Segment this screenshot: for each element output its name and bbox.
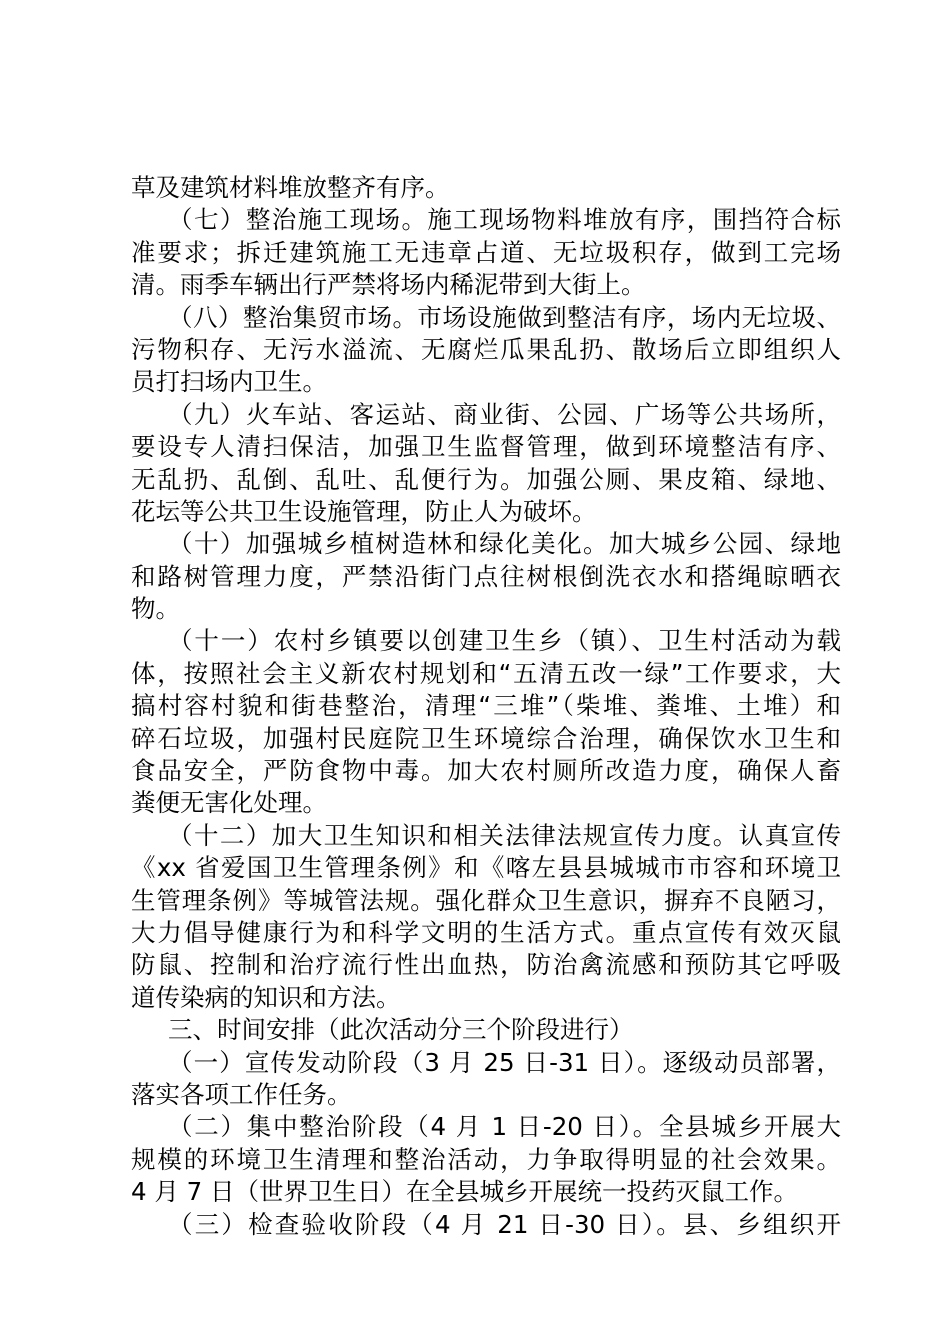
text-line: 无乱扔、乱倒、乱吐、乱便行为。加强公厕、果皮箱、绿地、 xyxy=(131,464,841,494)
text-line: 清。雨季车辆出行严禁将场内稀泥带到大街上。 xyxy=(131,270,646,300)
text-line: （一）宣传发动阶段（3 月 25 日-31 日）。逐级动员部署， xyxy=(168,1047,841,1077)
text-line: （十一）农村乡镇要以创建卫生乡（镇）、卫生村活动为载 xyxy=(168,626,841,656)
text-line: 污物积存、无污水溢流、无腐烂瓜果乱扔、散场后立即组织人 xyxy=(131,334,841,364)
text-line: （十）加强城乡植树造林和绿化美化。加大城乡公园、绿地 xyxy=(168,529,841,559)
text-line: 和路树管理力度，严禁沿街门点往树根倒洗衣水和搭绳晾晒衣 xyxy=(131,561,841,591)
text-line: （八）整治集贸市场。市场设施做到整洁有序，场内无垃圾、 xyxy=(168,302,841,332)
text-line: 搞村容村貌和街巷整治，清理“三堆”（柴堆、粪堆、土堆）和 xyxy=(131,691,841,721)
text-line: 粪便无害化处理。 xyxy=(131,788,327,818)
text-line: 防鼠、控制和治疗流行性出血热，防治禽流感和预防其它呼吸 xyxy=(131,950,841,980)
text-line: 落实各项工作任务。 xyxy=(131,1079,352,1109)
text-line: （九）火车站、客运站、商业街、公园、广场等公共场所， xyxy=(168,399,841,429)
text-line: 要设专人清扫保洁，加强卫生监督管理，做到环境整洁有序、 xyxy=(131,432,841,462)
text-line: 物。 xyxy=(131,594,180,624)
text-line: 大力倡导健康行为和科学文明的生活方式。重点宣传有效灭鼠 xyxy=(131,917,841,947)
text-line: （七）整治施工现场。施工现场物料堆放有序，围挡符合标 xyxy=(168,205,841,235)
document-body xyxy=(131,172,841,1241)
text-line: 《xx 省爱国卫生管理条例》和《喀左县县城城市市容和环境卫 xyxy=(131,853,841,883)
text-line: 三、时间安排（此次活动分三个阶段进行） xyxy=(168,1015,634,1045)
text-line: 食品安全，严防食物中毒。加大农村厕所改造力度，确保人畜 xyxy=(131,756,841,786)
text-line: 体，按照社会主义新农村规划和“五清五改一绿”工作要求，大 xyxy=(131,658,841,688)
text-line: 道传染病的知识和方法。 xyxy=(131,982,401,1012)
text-line: （三）检查验收阶段（4 月 21 日-30 日）。县、乡组织开 xyxy=(168,1209,841,1239)
text-line: 花坛等公共卫生设施管理，防止人为破坏。 xyxy=(131,496,597,526)
text-line: 生管理条例》等城管法规。强化群众卫生意识，摒弃不良陋习， xyxy=(131,885,841,915)
text-line: 准要求；拆迁建筑施工无违章占道、无垃圾积存，做到工完场 xyxy=(131,237,841,267)
text-line: 规模的环境卫生清理和整治活动，力争取得明显的社会效果。 xyxy=(131,1144,841,1174)
text-line: （二）集中整治阶段（4 月 1 日-20 日）。全县城乡开展大 xyxy=(168,1112,841,1142)
text-line: 员打扫场内卫生。 xyxy=(131,367,327,397)
text-line: 草及建筑材料堆放整齐有序。 xyxy=(131,173,450,202)
text-line: （十二）加大卫生知识和相关法律法规宣传力度。认真宣传 xyxy=(168,820,841,850)
text-line: 4 月 7 日（世界卫生日）在全县城乡开展统一投药灭鼠工作。 xyxy=(131,1177,799,1207)
text-line: 碎石垃圾，加强村民庭院卫生环境综合治理，确保饮水卫生和 xyxy=(131,723,841,753)
